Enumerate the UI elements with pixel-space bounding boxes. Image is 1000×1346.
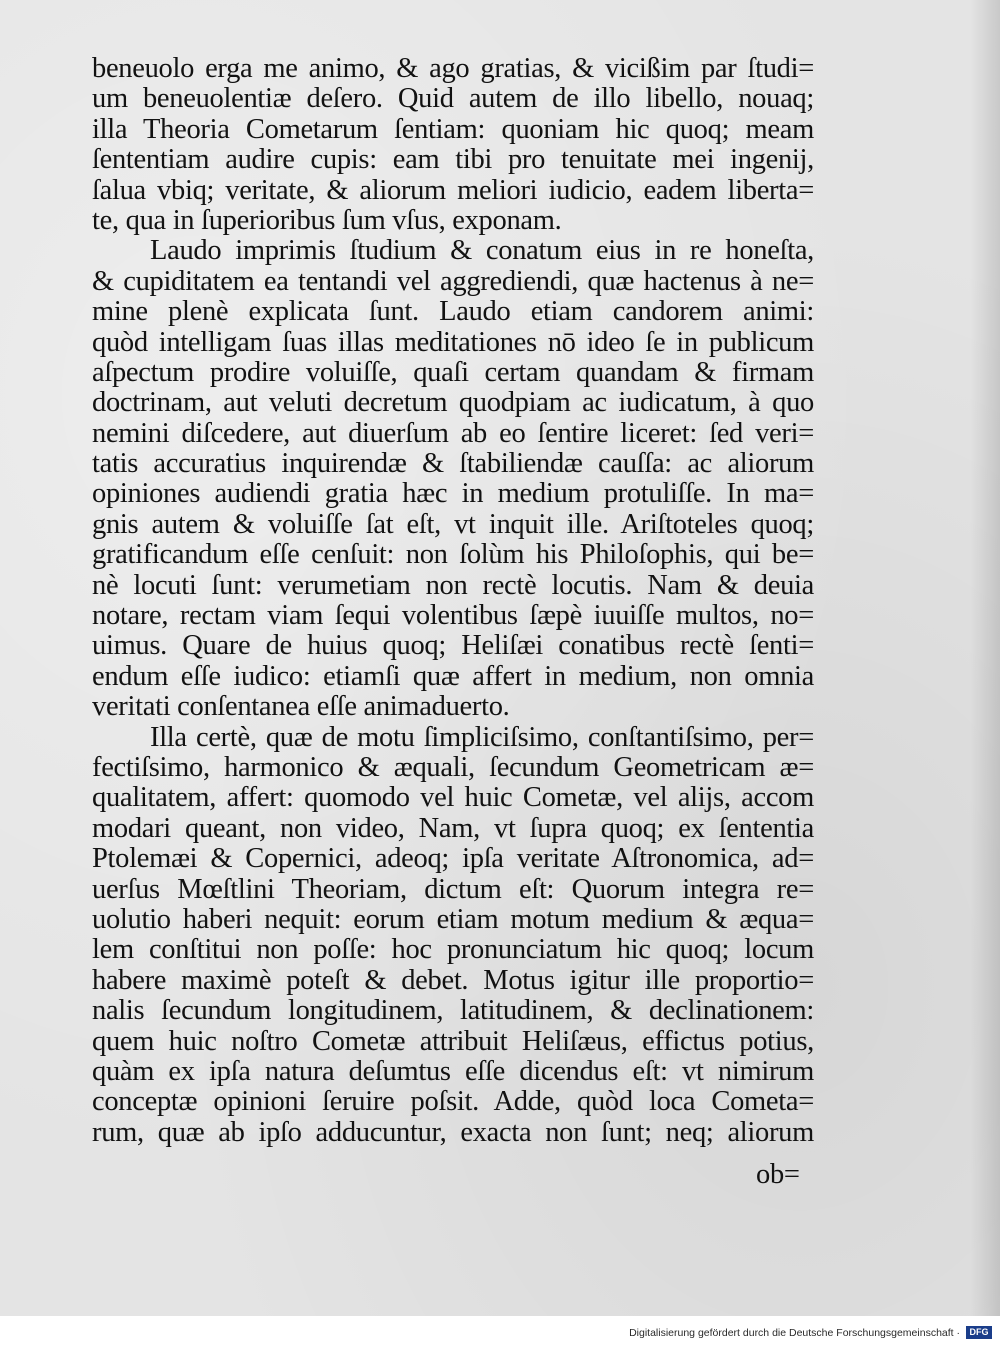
text-line: doctrinam, aut veluti decretum quodpiam ac iudicatum, à quo	[92, 387, 814, 419]
text-line: lem conſtitui non poſſe: hoc pronunciatum hic quoq; locum	[92, 934, 814, 966]
text-line: mine plenè explicata ſunt. Laudo etiam candorem animi:	[92, 296, 814, 328]
text-line: endum eſſe iudico: etiamſi quæ affert in medium, non omnia	[92, 660, 814, 692]
text-line: ſalua vbiq; veritate, & aliorum meliori iudicio, eadem liberta=	[92, 174, 814, 206]
text-line: gnis autem & voluiſſe ſat eſt, vt inquit ille. Ariſtoteles quoq;	[92, 508, 814, 540]
body-text	[92, 54, 814, 1148]
text-line: conceptæ opinioni ſeruire poſsit. Adde, quòd loca Cometa=	[92, 1086, 814, 1118]
text-line: modari queant, non video, Nam, vt ſupra quoq; ex ſententia	[92, 812, 814, 844]
text-line: beneuolo erga me animo, & ago gratias, & vicißim par ſtudi=	[92, 53, 814, 84]
text-line: tatis accuratius inquirendæ & ſtabiliendæ cauſſa: ac aliorum	[92, 448, 814, 480]
text-line: quòd intelligam ſuas illas meditationes nō ideo ſe in publicum	[92, 326, 814, 358]
text-line: qualitatem, affert: quomodo vel huic Cometæ, vel alijs, accom	[92, 782, 814, 814]
text-line: nemini diſcedere, aut diuerſum ab eo ſentire liceret: ſed veri=	[92, 417, 814, 449]
paragraph-start-line: Laudo imprimis ſtudium & conatum eius in re honeſta,	[150, 235, 814, 267]
text-line: notare, rectam viam ſequi volentibus ſæpè iuuiſſe multos, no=	[92, 600, 814, 632]
text-line: te, qua in ſuperioribus ſum vſus, exponam.	[92, 204, 562, 236]
text-line: ſententiam audire cupis: eam tibi pro tenuitate mei ingenij,	[92, 144, 814, 176]
digitization-footer	[0, 1316, 1000, 1346]
text-line: nalis ſecundum longitudinem, latitudinem, & declinationem:	[92, 995, 814, 1027]
text-line: & cupiditatem ea tentandi vel aggrediendi, quæ hactenus à ne=	[92, 265, 814, 297]
catchword: ob=	[756, 1159, 800, 1190]
text-line: quem huic noſtro Cometæ attribuit Heliſæus, effictus potius,	[92, 1025, 814, 1057]
text-line: rum, quæ ab ipſo adducuntur, exacta non ſunt; neq; aliorum	[92, 1116, 814, 1148]
text-line: veritati conſentanea eſſe animaduerto.	[92, 691, 510, 723]
text-line: uerſus Mœſtlini Theoriam, dictum eſt: Quorum integra re=	[92, 873, 814, 905]
text-line: quàm ex ipſa natura deſumtus eſſe dicendus eſt: vt nimirum	[92, 1055, 814, 1087]
text-line: nè locuti ſunt: verumetiam non rectè locutis. Nam & deuia	[92, 569, 814, 601]
text-line: aſpectum prodire voluiſſe, quaſi certam quandam & firmam	[92, 356, 814, 388]
text-line: gratificandum eſſe cenſuit: non ſolùm his Philoſophis, qui be=	[92, 539, 814, 571]
text-line: uolutio haberi nequit: eorum etiam motum medium & æqua=	[92, 903, 814, 935]
text-line: illa Theoria Cometarum ſentiam: quoniam hic quoq; meam	[92, 113, 814, 145]
text-line: um beneuolentiæ deſero. Quid autem de illo libello, nouaq;	[92, 83, 814, 115]
text-line: uimus. Quare de huius quoq; Heliſæi conatibus rectè ſenti=	[92, 630, 814, 662]
text-line: habere maximè poteſt & debet. Motus igitur ille proportio=	[92, 964, 814, 996]
funding-credit: Digitalisierung gefördert durch die Deutsche Forschungsgemeinschaft ·	[629, 1327, 960, 1339]
dfg-logo-icon: DFG	[966, 1326, 992, 1339]
text-line: opiniones audiendi gratia hæc in medium protuliſſe. In ma=	[92, 478, 814, 510]
text-line: Ptolemæi & Copernici, adeoq; ipſa veritate Aſtronomica, ad=	[92, 843, 814, 875]
text-line: fectiſsimo, harmonico & æquali, ſecundum Geometricam æ=	[92, 751, 814, 783]
paragraph-start-line: Illa certè, quæ de motu ſimpliciſsimo, conſtantiſsimo, per=	[150, 721, 814, 753]
